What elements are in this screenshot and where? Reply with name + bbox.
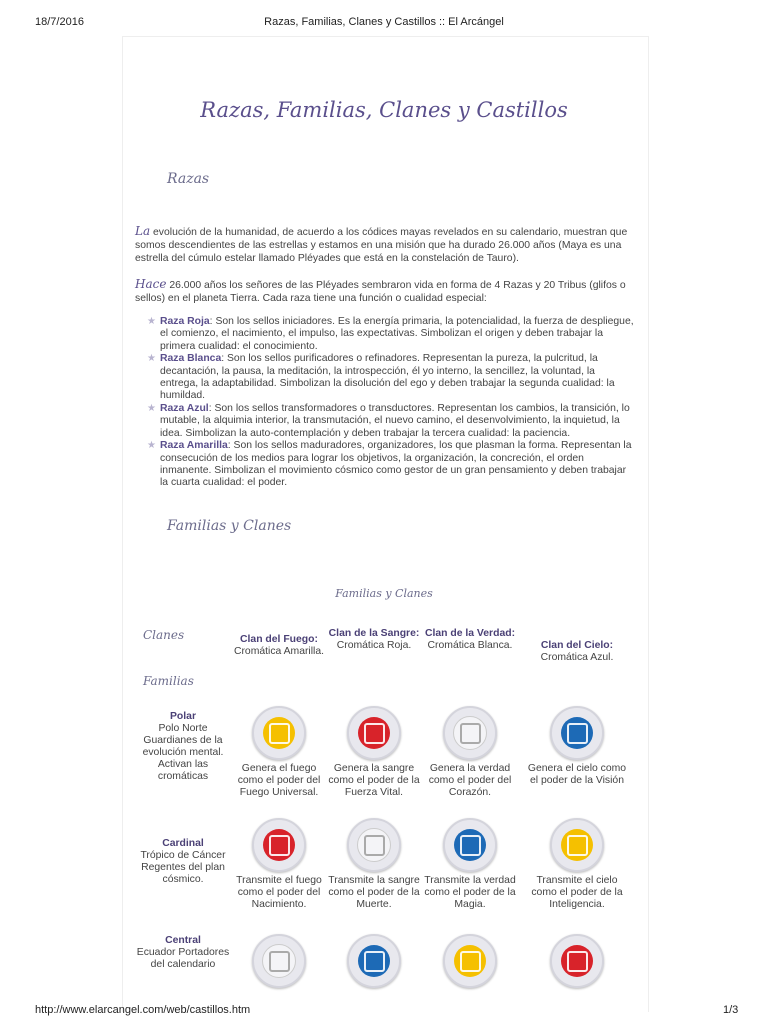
clan-header: [324, 628, 424, 652]
print-url: http://www.elarcangel.com/web/castillos.htm: [35, 1004, 251, 1016]
races-list: [147, 316, 635, 490]
list-item: [147, 440, 635, 489]
paragraph-text: 26.000 años los señores de las Pléyades sembraron vida en forma de 4 Razas y 20 Tribus (glifos o sellos) en el planeta Tierra. Cada raza tiene una función o cualidad especial:: [135, 280, 626, 304]
table-cell: [527, 934, 627, 988]
family-cardinal: [135, 838, 231, 886]
family-name: Central: [165, 935, 201, 946]
table-cell: [420, 818, 520, 911]
clan-name: Clan de la Sangre:: [328, 628, 420, 639]
section-heading-familias: Familias y Clanes: [167, 518, 292, 534]
race-description: : Son los sellos maduradores, organizadores, los que plasman la forma. Representan la consecución de los medios para lograr los objetivos, la organización, la concreción, el orden inmanente. Simbolizan el movimiento cósmico como gestor de un gran pensamiento y deben trabajar la cuarta cualidad: el poder.: [160, 440, 632, 489]
cell-text: Genera la verdad como el poder del Corazón.: [428, 763, 512, 798]
race-name: Raza Blanca: [160, 353, 222, 365]
clan-name: Clan del Fuego:: [240, 634, 318, 645]
blue-seal-icon: [347, 934, 401, 988]
intro-paragraph-1: [135, 225, 633, 265]
clan-header: [229, 634, 329, 658]
clan-chromatic: Cromática Roja.: [336, 640, 412, 651]
table-cell: [324, 934, 424, 988]
cell-text: Transmite el fuego como el poder del Nacimiento.: [236, 875, 322, 910]
table-cell: [324, 818, 424, 911]
list-item: [147, 403, 635, 440]
yellow-seal-icon: [550, 818, 604, 872]
table-cell: [324, 706, 424, 799]
family-description: Ecuador Portadores del calendario: [136, 947, 230, 970]
cell-text: Genera el fuego como el poder del Fuego Universal.: [237, 763, 321, 798]
family-name: Cardinal: [162, 838, 204, 849]
star-bullet-icon: ★: [147, 353, 156, 365]
white-seal-icon: [252, 934, 306, 988]
table-cell: [229, 818, 329, 911]
print-page-number: 1/3: [723, 1004, 739, 1016]
row-head-familias: Familias: [143, 674, 194, 688]
paragraph-text: evolución de la humanidad, de acuerdo a los códices mayas revelados en su calendario, muestran que somos descendientes de las estrellas y estamos en una misión que ha durado 26.000 años (Maya es una estrella del cúmulo estelar llamado Pléyades que está en la constelación de Tauro).: [135, 227, 628, 264]
table-caption: Familias y Clanes: [335, 587, 433, 600]
red-seal-icon: [347, 706, 401, 760]
cell-text: Transmite el cielo como el poder de la Inteligencia.: [531, 875, 623, 910]
blue-seal-icon: [443, 818, 497, 872]
family-description: Trópico de Cáncer Regentes del plan cósmico.: [140, 850, 226, 885]
white-seal-icon: [347, 818, 401, 872]
cell-text: Transmite la verdad como el poder de la Magia.: [424, 875, 516, 910]
section-heading-razas: Razas: [167, 171, 210, 187]
family-polar: [135, 711, 231, 783]
clan-chromatic: Cromática Amarilla.: [233, 646, 325, 657]
table-cell: [527, 818, 627, 911]
drop-word: La: [135, 224, 151, 238]
row-head-clanes: Clanes: [143, 628, 185, 642]
race-name: Raza Roja: [160, 316, 210, 327]
drop-word: Hace: [135, 277, 167, 291]
cell-text: Genera la sangre como el poder de la Fuerza Vital.: [328, 763, 420, 798]
yellow-seal-icon: [443, 934, 497, 988]
red-seal-icon: [550, 934, 604, 988]
table-cell: [527, 706, 627, 787]
yellow-seal-icon: [252, 706, 306, 760]
clan-chromatic: Cromática Azul.: [540, 652, 614, 663]
race-name: Raza Amarilla: [160, 440, 228, 452]
clan-chromatic: Cromática Blanca.: [427, 640, 513, 651]
family-central: [135, 935, 231, 971]
table-cell: [420, 706, 520, 799]
intro-paragraph-2: [135, 278, 633, 305]
table-cell: [229, 934, 329, 988]
red-seal-icon: [252, 818, 306, 872]
cell-text: Transmite la sangre como el poder de la Muerte.: [328, 875, 420, 910]
star-bullet-icon: ★: [147, 440, 156, 452]
race-name: Raza Azul: [160, 403, 209, 415]
family-description: Polo Norte Guardianes de la evolución mental. Activan las cromáticas: [142, 723, 224, 782]
cell-text: Genera el cielo como el poder de la Visión: [527, 763, 627, 786]
print-date: 18/7/2016: [35, 16, 84, 28]
list-item: [147, 316, 635, 353]
family-name: Polar: [170, 711, 196, 722]
blue-seal-icon: [550, 706, 604, 760]
table-cell: [229, 706, 329, 799]
table-cell: [420, 934, 520, 988]
clan-header: [420, 628, 520, 652]
page-title: Razas, Familias, Clanes y Castillos: [200, 98, 568, 122]
white-seal-icon: [443, 706, 497, 760]
print-page-title: Razas, Familias, Clanes y Castillos :: El Arcángel: [264, 16, 504, 28]
race-description: : Son los sellos transformadores o transductores. Representan los cambios, la transición, lo mutable, la alquimia interior, la transmutación, el nuevo camino, el desenvolvimiento, la inquietud, la idea. Simbolizan la auto-contemplación y deben trabajar la tercera cualidad: la paciencia.: [160, 403, 630, 439]
star-bullet-icon: ★: [147, 316, 156, 327]
list-item: [147, 353, 635, 402]
clan-header: [527, 640, 627, 664]
race-description: : Son los sellos purificadores o refinadores. Representan la pureza, la pulcritud, la decantación, la pausa, la meditación, la introspección, él yo interno, la sencillez, la voluntad, la entrega, la adaptabilidad. Simbolizan la disolución del ego y deben trabajar la segunda cualidad: la humildad.: [160, 353, 615, 402]
clan-name: Clan de la Verdad:: [424, 628, 516, 639]
race-description: : Son los sellos iniciadores. Es la energía primaria, la potencialidad, la fuerza de despliegue, el comienzo, el nacimiento, el impulso, las expectativas. Simbolizan el origen y deben trabajar la primera cualidad: el conocimiento.: [160, 316, 634, 352]
star-bullet-icon: ★: [147, 403, 156, 415]
clan-name: Clan del Cielo:: [540, 640, 614, 651]
